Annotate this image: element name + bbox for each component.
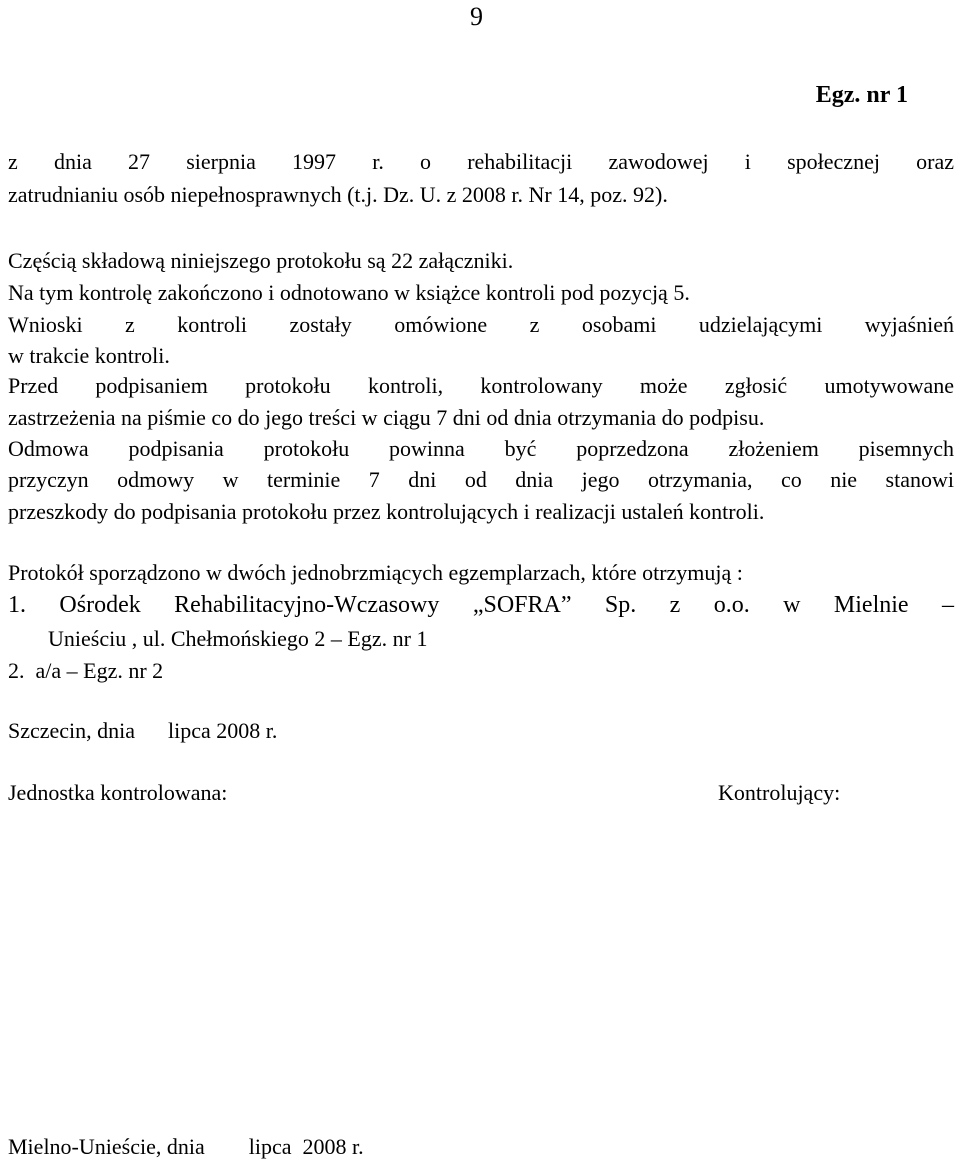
page-number: 9: [470, 2, 483, 31]
paragraph-line: Na tym kontrolę zakończono i odnotowano w książce kontroli pod pozycją 5.: [8, 280, 690, 305]
bottom-place-date: Mielno-Unieście, dnia lipca 2008 r.: [8, 1134, 364, 1159]
paragraph-line: Częścią składową niniejszego protokołu są 22 załączniki.: [8, 248, 514, 273]
place-date: Szczecin, dnia lipca 2008 r.: [8, 718, 278, 743]
paragraph-line: zastrzeżenia na piśmie co do jego treści w ciągu 7 dni od dnia otrzymania do podpisu.: [8, 405, 765, 430]
paragraph-line: Protokół sporządzono w dwóch jednobrzmiących egzemplarzach, które otrzymują :: [8, 560, 743, 585]
copy-number-label: Egz. nr 1: [815, 82, 908, 108]
recipient-list-item: 1. Ośrodek Rehabilitacyjno-Wczasowy „SOFRA” Sp. z o.o. w Mielnie –: [8, 592, 954, 618]
paragraph-line: Przed podpisaniem protokołu kontroli, kontrolowany może zgłosić umotywowane: [8, 373, 954, 398]
paragraph-line: z dnia 27 sierpnia 1997 r. o rehabilitacji zawodowej i społecznej oraz: [8, 149, 954, 174]
paragraph-line: przeszkody do podpisania protokołu przez kontrolujących i realizacji ustaleń kontroli.: [8, 499, 765, 524]
recipient-list-item: 2. a/a – Egz. nr 2: [8, 658, 164, 683]
left-signatory-label: Jednostka kontrolowana:: [8, 780, 228, 805]
recipient-list-item-cont: Unieściu , ul. Chełmońskiego 2 – Egz. nr 1: [48, 626, 428, 651]
right-signatory-label: Kontrolujący:: [718, 780, 841, 805]
paragraph-line: w trakcie kontroli.: [8, 343, 170, 368]
paragraph-line: przyczyn odmowy w terminie 7 dni od dnia jego otrzymania, co nie stanowi: [8, 467, 954, 492]
paragraph-line: Wnioski z kontroli zostały omówione z osobami udzielającymi wyjaśnień: [8, 312, 954, 337]
paragraph-line: Odmowa podpisania protokołu powinna być poprzedzona złożeniem pisemnych: [8, 436, 954, 461]
paragraph-line: zatrudnianiu osób niepełnosprawnych (t.j. Dz. U. z 2008 r. Nr 14, poz. 92).: [8, 182, 668, 207]
